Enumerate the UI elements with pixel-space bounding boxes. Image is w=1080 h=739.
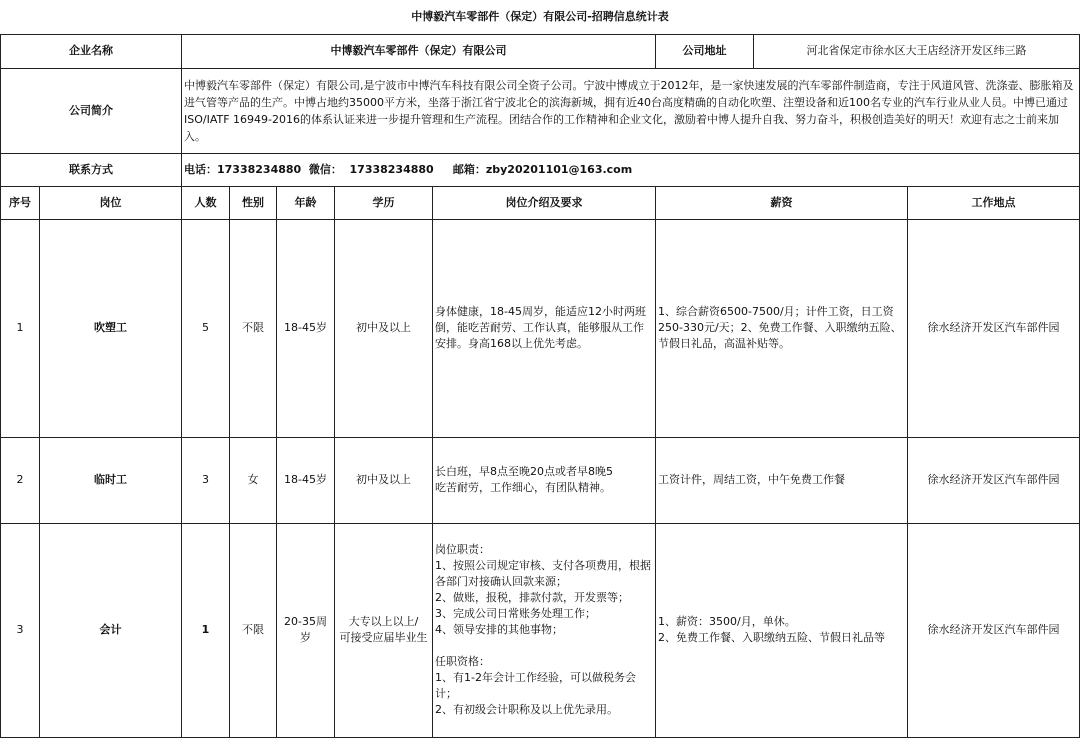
row-count: 3 (182, 437, 230, 523)
header-no: 序号 (1, 186, 40, 219)
row-description: 岗位职责： 1、按照公司规定审核、支付各项费用，根据各部门对接确认回款来源； 2、做账，报税，排款付款，开发票等； 3、完成公司日常账务处理工作； 4、领导安排的其他事物； 任职资格： 1、有1-2年会计工作经验，可以做税务会计； 2、有初级会计职称及以上优先录用。 (433, 523, 656, 737)
company-name: 中博毅汽车零部件（保定）有限公司 (182, 34, 656, 68)
row-salary: 工资计件，周结工资，中午免费工作餐 (656, 437, 908, 523)
header-row (1, 186, 1080, 219)
row-position: 临时工 (40, 437, 182, 523)
company-intro: 中博毅汽车零部件（保定）有限公司,是宁波市中博汽车科技有限公司全资子公司。宁波中博成立于2012年，是一家快速发展的汽车零部件制造商，专注于风道风管、洗涤壶、膨胀箱及进气管等产品的生产。中博占地约35000平方米，坐落于浙江省宁波北仑的滨海新城，拥有近40台高度精确的自动化吹塑、注塑设备和近100名专业的汽车行业从业人员。中博已通过ISO/IATF 16949-2016的体系认证来进一步提升管理和生产流程。团结合作的工作精神和企业文化，激励着中博人提升自我、努力奋斗，积极创造美好的明天！欢迎有志之士前来加入。 (182, 68, 1080, 153)
table-row (1, 523, 1080, 737)
row-position: 会计 (40, 523, 182, 737)
row-count: 5 (182, 219, 230, 437)
row-description: 身体健康，18-45周岁，能适应12小时两班倒，能吃苦耐劳、工作认真，能够服从工作安排。身高168以上优先考虑。 (433, 219, 656, 437)
row-location: 徐水经济开发区汽车部件园 (908, 437, 1080, 523)
company-address (656, 34, 1080, 68)
row-gender: 不限 (230, 523, 277, 737)
contact-info: 电话：17338234880 微信： 17338234880 邮箱：zby20201101@163.com (182, 153, 1080, 186)
row-no: 1 (1, 219, 40, 437)
row-education: 初中及以上 (335, 219, 433, 437)
header-position: 岗位 (40, 186, 182, 219)
company-name-label: 企业名称 (1, 34, 182, 68)
row-location: 徐水经济开发区汽车部件园 (908, 523, 1080, 737)
row-education: 初中及以上 (335, 437, 433, 523)
company-intro-label: 公司简介 (1, 68, 182, 153)
row-age: 18-45岁 (277, 219, 335, 437)
header-age: 年龄 (277, 186, 335, 219)
sheet-title: 中博毅汽车零部件（保定）有限公司-招聘信息统计表 (1, 0, 1080, 34)
header-gender: 性别 (230, 186, 277, 219)
contact-label: 联系方式 (1, 153, 182, 186)
row-salary: 1、薪资：3500/月，单休。 2、免费工作餐、入职缴纳五险、节假日礼品等 (656, 523, 908, 737)
header-salary: 薪资 (656, 186, 908, 219)
row-education: 大专以上以上/ 可接受应届毕业生 (335, 523, 433, 737)
row-no: 3 (1, 523, 40, 737)
row-salary: 1、综合薪资6500-7500/月；计件工资，日工资250-330元/天；2、免费工作餐、入职缴纳五险、节假日礼品，高温补贴等。 (656, 219, 908, 437)
row-position: 吹塑工 (40, 219, 182, 437)
header-count: 人数 (182, 186, 230, 219)
row-age: 18-45岁 (277, 437, 335, 523)
row-no: 2 (1, 437, 40, 523)
header-education: 学历 (335, 186, 433, 219)
address-value: 河北省保定市徐水区大王店经济开发区纬三路 (806, 44, 1027, 57)
row-gender: 女 (230, 437, 277, 523)
row-location: 徐水经济开发区汽车部件园 (908, 219, 1080, 437)
table-row (1, 219, 1080, 437)
row-description: 长白班，早8点至晚20点或者早8晚5 吃苦耐劳，工作细心，有团队精神。 (433, 437, 656, 523)
address-label: 公司地址 (656, 35, 754, 68)
row-count: 1 (182, 523, 230, 737)
table-row (1, 437, 1080, 523)
row-age: 20-35周岁 (277, 523, 335, 737)
header-location: 工作地点 (908, 186, 1080, 219)
row-gender: 不限 (230, 219, 277, 437)
header-description: 岗位介绍及要求 (433, 186, 656, 219)
